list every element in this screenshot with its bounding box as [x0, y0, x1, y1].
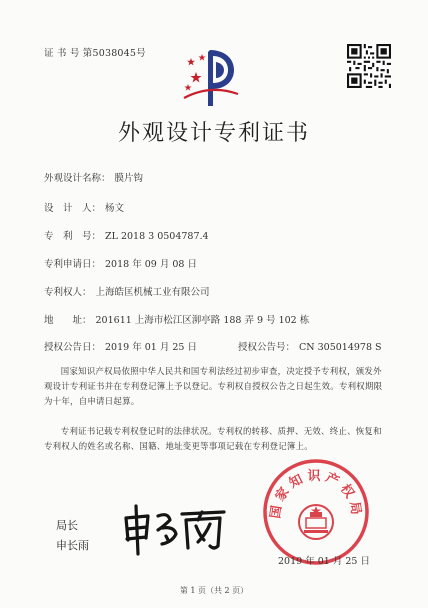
legal-status-note: 专利证书记载专利权登记时的法律状况。专利权的转移、质押、无效、终止、恢复和专利权人的姓名或名称、国籍、地址变更等事项记载在专利登记簿上。	[44, 426, 382, 451]
field-application-date	[44, 256, 197, 270]
qr-code	[347, 44, 391, 88]
field-value: ZL 2018 3 0504787.4	[105, 231, 209, 242]
field-label: 授权公告号：	[238, 342, 296, 353]
field-label: 授权公告日：	[44, 342, 102, 353]
svg-text:国家知识产权局: 国家知识产权局	[268, 469, 364, 520]
field-grant-date	[44, 339, 197, 353]
certificate-title: 外观设计专利证书	[117, 121, 310, 146]
field-address	[44, 312, 309, 326]
grant-statement: 国家知识产权局依照中华人民共和国专利法经过初步审查，决定授予专利权，颁发外观设计专利证书并在专利登记簿上予以登记。专利权自授权公告之日起生效。专利权期限为十年，自申请日起算。	[44, 366, 383, 406]
field-label: 专 利 号：	[44, 231, 102, 242]
field-value: 膜片钩	[114, 173, 144, 184]
director-title: 局长	[56, 519, 78, 532]
field-grant-number	[238, 339, 382, 353]
field-label: 地 址：	[44, 315, 92, 326]
field-value: 2019 年 01 月 25 日	[105, 342, 197, 353]
patent-office-emblem-icon	[180, 44, 242, 110]
field-designer	[44, 200, 124, 214]
field-label: 专利权人：	[44, 287, 92, 298]
seal-date: 2019 年 01 月 25 日	[278, 556, 370, 567]
field-value: 杨文	[105, 203, 125, 214]
certificate-number: 证 书 号 第5038045号	[44, 48, 146, 59]
field-patent-number	[44, 228, 209, 242]
field-label: 外观设计名称：	[44, 173, 111, 184]
field-label: 设 计 人：	[44, 203, 102, 214]
field-design-name	[44, 170, 143, 184]
official-seal	[262, 458, 370, 566]
field-value: 2018 年 09 月 08 日	[105, 259, 197, 270]
page-indicator: 第 1 页（共 2 页）	[179, 586, 249, 595]
director-name: 申长雨	[56, 539, 89, 552]
field-patentee	[44, 284, 210, 298]
director-signature	[118, 496, 236, 558]
field-value: 上海皓匡机械工业有限公司	[95, 287, 210, 298]
field-value: CN 305014978 S	[299, 342, 382, 353]
field-label: 专利申请日：	[44, 259, 102, 270]
field-value: 201611 上海市松江区泖亭路 188 弄 9 号 102 栋	[95, 315, 310, 326]
